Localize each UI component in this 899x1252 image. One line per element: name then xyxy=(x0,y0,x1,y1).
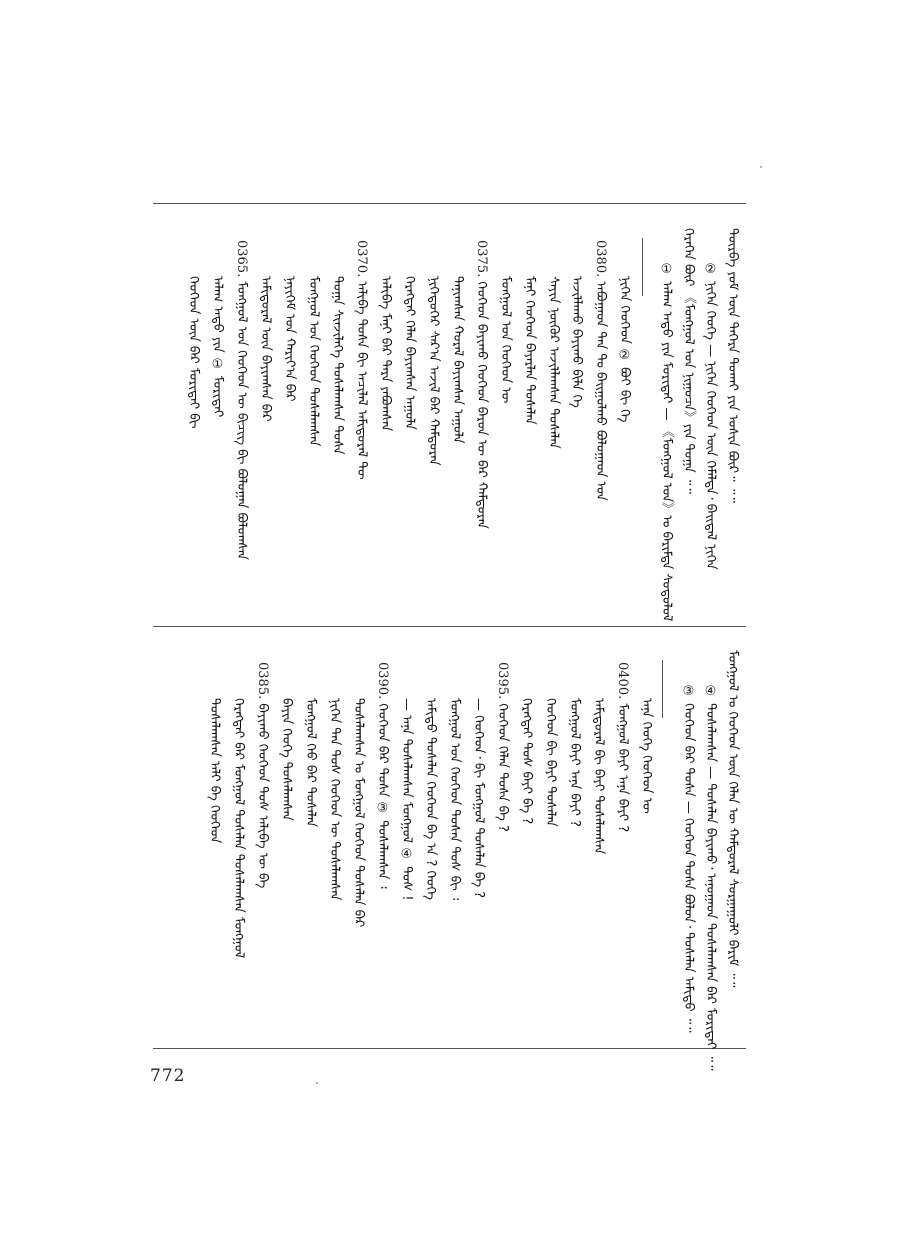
verse-line: ᠬᠡᠷᠡᠭᠲᠡᠢ ᠲᠤᠰ ᠪᠠᠶᠢ ᠪᠠ ? xyxy=(519,698,534,825)
verse-line: ᠬᠡᠷᠡᠭᠲᠡᠢ ᠬᠡᠯᠡᠨ ᠪᠠᠶᠢᠭᠰᠠᠨ ᠠᠭᠤᠯᠠ xyxy=(402,276,417,430)
verse-line: ᠮᠣᠩᠭᠣᠯ ᠪᠠᠶᠢ ᠠᠨᠠ ᠪᠠᠶᠢ ? xyxy=(567,698,582,827)
verse-number: 0390. xyxy=(375,662,390,700)
verse-line: 0390. ᠬᠡᠦᠬᠡᠳ ᠪᠠᠷ ᠲᠤᠰᠠ ③ ᠲᠤᠰᠠᠯᠠᠭᠰᠠᠨ ᠄ xyxy=(375,662,390,889)
verse-line: ᠠᠯᠠᠭ ᠠᠳᠤ ᠶᠢᠨ ① ᠮᠣᠷᠢᠳᠠᠢ xyxy=(210,276,225,418)
footnote-separator xyxy=(662,660,663,718)
verse-line: ᠮᠣᠩᠭᠣᠯ ᠤᠨ ᠬᠡᠦᠬᠡᠳ ᠲᠤᠰᠠᠯᠠᠭᠰᠠᠨ xyxy=(306,276,321,447)
bottom-rule xyxy=(153,1048,746,1049)
verse-line: — ᠬᠡᠦᠬᠡᠳ᠂ ᠪᠢ ᠮᠣᠩᠭᠣᠯ ᠲᠤᠰᠠᠯᠠᠨ ᠪᠠ ? xyxy=(471,698,486,899)
verse-line: ᠬᠡᠦᠬᠡᠳ ᠪᠢ ᠪᠠᠶᠢ ᠲᠤᠰᠠᠯᠠᠨ xyxy=(543,698,558,827)
footnote-text: ᠳᠦᠷᠪᠡ ᠶᠤᠮ ᠦᠨ ᠳᠡᠭᠡᠷᠡ ᠲᠤᠬᠠᠢ ᠶᠢᠨ ᠤᠰᠢᠨ ᠪᠦᠷ᠃ xyxy=(725,228,740,482)
verse-number: 0365. xyxy=(234,240,249,278)
verse-number: 0395. xyxy=(495,662,510,700)
footnote-marker: ③ xyxy=(681,684,696,699)
verse-line: 0400. ᠮᠣᠩᠭᠣᠯ ᠪᠠᠶᠢ ᠠᠨᠠ ᠪᠠᠶᠢ ? xyxy=(615,662,630,833)
verse-line: ᠲᠤᠰᠠᠯᠠᠭᠰᠠᠨ ᠤ ᠮᠣᠩᠭᠣᠯ ᠬᠡᠦᠬᠡᠳ ᠲᠤᠰᠠᠯᠠᠨ ᠪᠠᠷ xyxy=(351,698,366,928)
verse-line: ᠮᠣᠩᠭᠣᠯ ᠤᠨ ᠬᠡᠦᠬᠡᠳ ᠦ xyxy=(498,276,513,404)
footnote-text: ᠬᠡᠦᠬᠡᠳ ᠪᠠᠷ ᠲᠤᠰᠠ — ᠬᠡᠦᠬᠡᠳ ᠲᠤᠰᠠ ᠪᠣᠯᠤᠨ᠂ ᠲᠤᠰᠠᠯᠠᠨ ᠠᠮᠢᠳᠤ xyxy=(681,703,696,1012)
footnote-marker: ④ xyxy=(703,684,718,699)
footnote xyxy=(726,650,739,987)
verse-line: 0375. ᠬᠡᠦᠬᠡᠳ ᠪᠠᠶᠢᠬᠤ ᠬᠡᠦᠬᠡᠳ ᠪᠠᠷᠤᠨ ᠦ ᠪᠡᠷ ᠬᠠᠮᠲᠤᠷᠠᠨ xyxy=(474,240,489,529)
verse-line: — ᠠᠨᠠ ᠲᠤᠰᠠᠯᠠᠭᠰᠠᠨ ᠮᠣᠩᠭᠣᠯ ④ ᠲᠤᠰ ! xyxy=(399,698,414,901)
verse-line: ᠨᠢᠭᠡᠨ ᠲᠠᠨ ᠲᠤᠰ ᠬᠡᠦᠬᠡᠳ ᠦ ᠲᠤᠰᠠᠯᠠᠭᠰᠠᠨ xyxy=(327,698,342,901)
verse-line: ᠠᠯᠢᠪᠠ ᠮᠠᠨᠢ ᠪᠠᠷ ᠲᠡᠷᠡ ᠶᠠᠪᠤᠭᠰᠠᠨ xyxy=(378,276,393,432)
verse-number: 0370. xyxy=(354,240,369,278)
verse-line: ᠨᠡᠶᠢᠭᠡᠮ ᠤᠨ ᠬᠠᠷᠢᠶ᠎ᠠ ᠪᠠᠷ xyxy=(282,276,297,402)
page-number: 772 xyxy=(150,1066,186,1086)
verse-line: 0370. ᠠᠯᠢᠪᠠ ᠲᠤᠰᠠ ᠪᠢ ᠠᠴᠢᠯᠠᠯ ᠠᠮᠢᠳᠤᠷᠠᠯ ᠲᠦ xyxy=(354,240,369,480)
footnote-text: ᠭᠡᠷᠡᠭᠡᠨ ᠪᠦᠷ 《ᠮᠣᠩᠭᠣᠯ ᠤᠨ ᠨᠢᠭᠤᠴᠠ》ᠶᠢᠨ ᠲᠣᠭᠠ ᠃᠃ xyxy=(681,228,696,494)
footnote-marker: ② xyxy=(703,262,718,277)
footnote-marker: ① xyxy=(659,262,674,277)
footnote-text: ᠠᠯᠠᠭ ᠠᠳᠤ ᠶᠢᠨ ᠮᠣᠷᠢᠳᠠᠢ — 《ᠮᠣᠩᠭᠣᠯ ᠤᠨ》ᠤ ᠪᠠᠷᠢᠮᠲᠠ ᠰᠤᠳᠤᠯᠤᠯ xyxy=(659,281,674,622)
verse-line: ᠨᠢᠭᠡᠨ ᠬᠡᠦᠬᠡᠳ ② ᠪᠤᠢ ᠪᠢ ᠬᠡ xyxy=(617,276,632,423)
verse-number: 0375. xyxy=(474,240,489,278)
footnote-end: ᠃᠃ xyxy=(725,970,740,988)
verse-line: 0385. ᠪᠠᠶᠢᠬᠤ ᠬᠡᠦᠬᠡᠳ ᠲᠤᠰ ᠠᠯᠢᠪᠠ ᠦ ᠪᠠ xyxy=(255,662,270,889)
verse-number: 0400. xyxy=(615,662,630,700)
verse-line: ᠲᠤᠰᠠᠯᠠᠭᠰᠠᠨ ᠠᠯᠢ ᠪᠠ ᠬᠡᠦᠬᠡᠳ xyxy=(207,698,222,844)
footnote-text: ᠲᠤᠰᠠᠯᠠᠭᠰᠠᠨ — ᠲᠤᠰᠠᠯᠠᠨ ᠪᠠᠶᠢᠬᠤ᠂ ᠠᠨᠤᠭᠠᠳ ᠲᠤᠰᠠᠯᠠᠭᠰᠠᠨ ᠪᠡᠷ ᠮᠣᠷᠢᠳᠠᠢ xyxy=(703,703,718,1050)
verse-line: ᠬᠡᠷᠡᠭᠲᠡᠢ ᠪᠠᠷ ᠮᠣᠩᠭᠣᠯ ᠲᠤᠰᠠᠯᠠᠨ ᠲᠤᠰᠠᠯᠠᠭᠰᠠᠨ ᠮᠣᠩᠭᠣᠯ xyxy=(231,698,246,959)
footnote-text: ᠮᠣᠩᠭᠣᠯ ᠤ ᠬᠡᠦᠬᠡᠳ ᠦᠨ ᠬᠡᠯᠡᠨ ᠦ ᠬᠠᠮᠲᠤᠷᠠᠯ ᠰᠤᠷᠭᠠᠭᠤᠯᠢ ᠪᠠᠷᠢᠮ xyxy=(725,650,740,967)
footnote-text: ᠨᠢᠭᠡᠨ ᠬᠡᠦᠬᠡ — ᠨᠢᠭᠡᠨ ᠬᠡᠦᠬᠡᠳ ᠦᠨ ᠬᠡᠮᠡᠯᠳᠡ᠂ ᠪᠠᠢᠳᠠᠯ ᠨᠢᠭᠡᠨ xyxy=(703,281,718,570)
verse-line: ᠠᠨᠠ ᠬᠡᠦᠬᠡ ᠬᠡᠦᠬᠡᠳ ᠦ xyxy=(639,698,654,814)
verse-line: ᠠᠮᠢᠳᠤ ᠲᠤᠰᠠᠯᠠᠨ ᠬᠡᠦᠬᠡᠳ ᠪᠠ ᠠ ? ᠬᠡᠦᠬᠡ xyxy=(423,698,438,900)
verse-line: ᠠᠮᠢᠳᠤᠷᠠᠯ ᠪᠢ ᠪᠠᠶᠢ ᠲᠤᠰᠠᠯᠠᠭᠰᠠᠨ xyxy=(591,698,606,855)
verse-line: ᠲᠠᠨᠢᠭᠰᠠᠨ ᠬᠤᠷᠠᠯ ᠪᠠᠶᠢᠭᠰᠠᠨ ᠠᠭᠤᠯᠠ xyxy=(450,276,465,444)
scan-speck xyxy=(316,1082,318,1084)
verse-line: ᠨᠢᠭᠡᠳᠦᠭᠡᠷ ᠰᠠᠷ᠎ᠠ ᠠᠵᠢᠯ ᠪᠠᠷ ᠬᠠᠮᠲᠤᠷᠠᠨ xyxy=(426,276,441,466)
verse-line: ᠠᠮᠢᠳᠤᠷᠠᠯ ᠦᠨ ᠪᠠᠶᠢᠭᠰᠠᠨ ᠪᠠᠷ xyxy=(258,276,273,422)
verse-line: ᠮᠣᠩᠭᠣᠯ ᠬᠡᠦ ᠪᠠᠷ ᠲᠤᠰᠠᠯᠠᠨ xyxy=(303,698,318,828)
verse-line: 0395. ᠬᠡᠦᠬᠡᠳ ᠬᠡᠯᠡᠨ ᠲᠤᠰᠠ ᠪᠠ ? xyxy=(495,662,510,832)
verse-line: 0380. ᠠᠪᠤᠭᠠᠳ ᠲᠠᠨ ᠲᠤ ᠪᠠᠢᠭᠤᠯᠬᠤ ᠪᠣᠯᠤᠭᠠᠳ ᠤᠨ xyxy=(593,240,608,501)
scan-speck xyxy=(760,166,762,168)
footnote-end: ᠃᠃ xyxy=(681,1015,696,1033)
verse-line: ᠠᠵᠢᠯᠯᠠᠬᠤ ᠪᠠᠶᠢᠬᠤ ᠪᠢᠯᠡ ᠬᠡ xyxy=(569,276,584,408)
verse-number: 0385. xyxy=(255,662,270,700)
footnote xyxy=(682,684,695,1033)
verse-line: ᠮᠣᠩᠭᠣᠯ ᠤᠨ ᠬᠡᠦᠬᠡᠳ ᠲᠤᠰᠠᠨ ᠲᠤᠰ ᠪᠢ ᠄ xyxy=(447,698,462,901)
verse-line: 0365. ᠮᠣᠩᠭᠣᠯ ᠤᠨ ᠬᠡᠦᠬᠡᠳ ᠦ ᠪᠢᠴᠢᠭ ᠪᠢ ᠪᠤᠯᠤᠭᠠᠨ ᠪᠣᠯᠤᠭᠰᠠᠨ xyxy=(234,240,249,560)
verse-line: ᠮᠠᠨᠢ ᠬᠡᠦᠬᠡᠳ ᠪᠠᠶᠠᠷᠯᠠᠨ ᠲᠤᠰᠠᠯᠠᠨ xyxy=(522,276,537,425)
verse-line: ᠪᠠᠶᠢᠨ ᠬᠡᠦᠬᠡ ᠲᠤᠰᠠᠯᠠᠭᠰᠠᠨ xyxy=(279,698,294,821)
verse-line: ᠬᠡᠦᠬᠡᠳ ᠦᠨ ᠪᠡᠷ ᠮᠣᠷᠢᠳᠠᠢ ᠪᠢ xyxy=(186,276,201,429)
footnote-end: ᠃᠃ xyxy=(703,1053,718,1071)
footnote xyxy=(704,684,717,1071)
footnote-end: ᠃᠃ xyxy=(725,485,740,503)
verse-line: ᠲᠣᠭᠠ ᠰᠢᠨᠵᠢᠯᠡᠭᠡ ᠲᠤᠰᠠᠯᠠᠭᠰᠠᠨ ᠲᠤᠰᠠ xyxy=(330,276,345,455)
verse-line: ᠰᠠᠶᠢᠨ ᠨᠥᠬᠦᠷ ᠠᠵᠢᠯᠯᠠᠭᠰᠠᠨ ᠲᠤᠰᠠᠯᠠᠨ xyxy=(546,276,561,449)
verse-number: 0380. xyxy=(593,240,608,278)
